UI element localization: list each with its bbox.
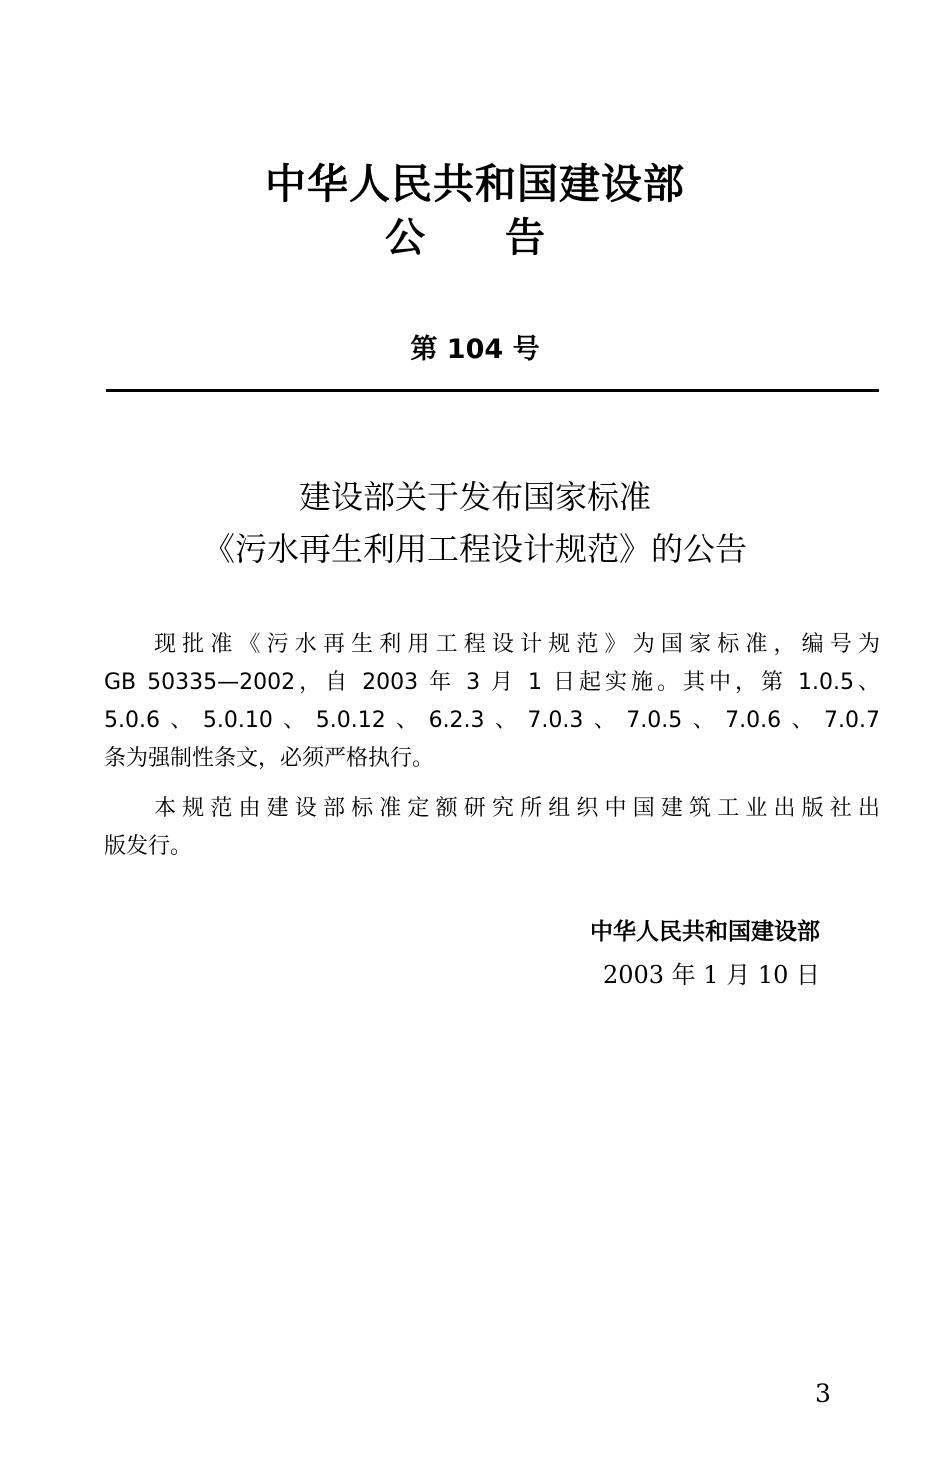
page-number: 3 [815,1379,831,1408]
announcement-title-line-1: 建设部关于发布国家标准 [298,478,651,516]
body-paragraph-2 [104,790,880,866]
body-paragraph-1 [104,626,880,778]
horizontal-rule [106,389,879,392]
body-line: 本规范由建设部标准定额研究所组织中国建筑工业出版社出 [154,796,880,821]
body-line: 条为强制性条文，必须严格执行。 [104,746,435,771]
body-line: 版发行。 [104,834,193,859]
body-line: 现批准《污水再生利用工程设计规范》为国家标准，编号为 [154,632,880,657]
notice-heading: 公告 [385,215,625,261]
notice-number: 第 104 号 [410,334,540,365]
body-line: GB 50335—2002，自 2003 年 3 月 1 日起实施。其中，第 1.0.5、 [104,670,880,695]
signature-date: 2003 年 1 月 10 日 [602,961,820,989]
signature-issuer: 中华人民共和国建设部 [590,919,820,945]
issuing-ministry: 中华人民共和国建设部 [265,160,685,208]
body-line: 5.0.6、5.0.10、5.0.12、6.2.3、7.0.3、7.0.5、7.0.6、7.0.7 [104,708,880,733]
announcement-title-line-2: 《污水再生利用工程设计规范》的公告 [202,530,747,568]
